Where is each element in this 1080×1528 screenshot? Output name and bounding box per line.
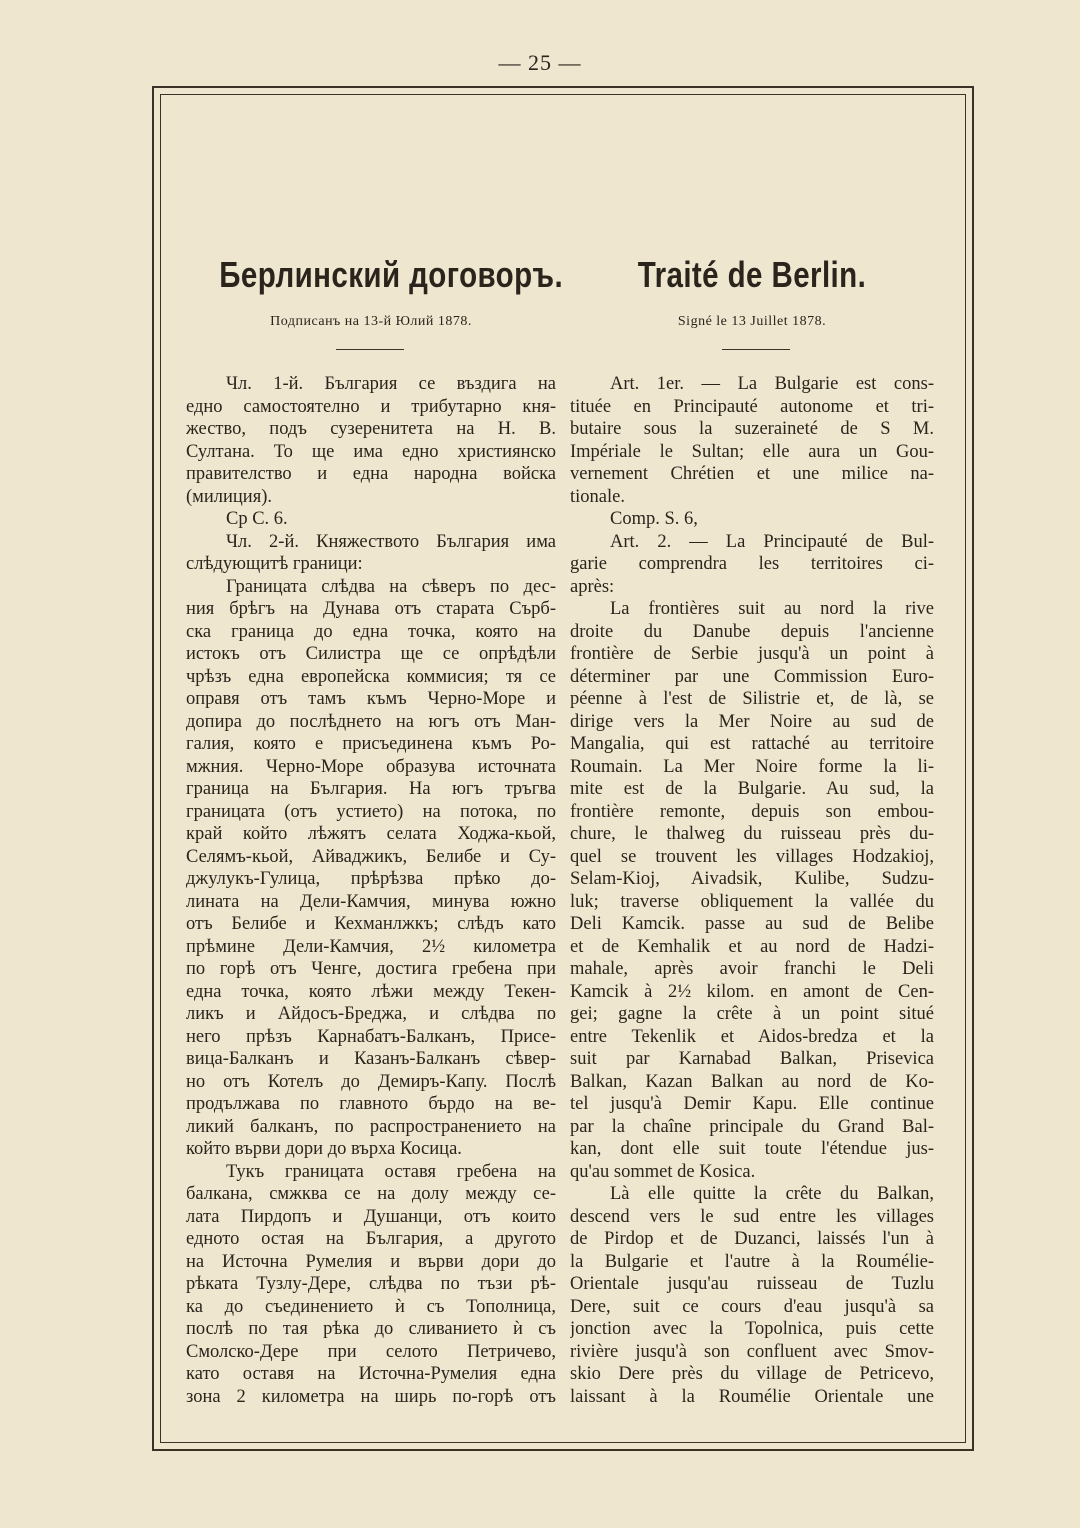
bulgarian-text-line: чрѣзъ една европейска коммисия; тя се	[186, 666, 556, 687]
french-text-line: mite est de la Bulgarie. Au sud, la	[570, 779, 934, 799]
bulgarian-text-line: послѣ по тая рѣка до сливанието ѝ съ	[186, 1319, 556, 1339]
french-text-line: vernement Chrétien et une milice na-	[570, 464, 934, 484]
french-text-line: de Pirdop et de Duzanci, laissés l'un à	[570, 1229, 934, 1249]
french-text-line: quel se trouvent les villages Hodzakioj,	[570, 846, 934, 867]
french-text-line: rivière jusqu'à son confluent avec Smov-	[570, 1341, 934, 1362]
french-text-line: droite du Danube depuis l'ancienne	[570, 621, 934, 642]
french-text-line: déterminer par une Commission Euro-	[570, 666, 934, 687]
french-text-line: Orientale jusqu'au ruisseau de Tuzlu	[570, 1274, 934, 1294]
bulgarian-text-line: граница на България. На югъ тръгва	[186, 779, 556, 799]
french-text-line: Là elle quitte la crête du Balkan,	[610, 1184, 934, 1204]
bulgarian-text-line: допира до послѣднето на югъ отъ Ман-	[186, 711, 556, 732]
bulgarian-text-line: Ср С. 6.	[226, 509, 288, 529]
french-text-line: laissant à la Roumélie Orientale une	[570, 1386, 934, 1407]
page-number: — 25 —	[498, 50, 582, 75]
bulgarian-text-line: истокъ отъ Силистра ще се опрѣдѣли	[186, 644, 556, 664]
french-title-rule	[722, 349, 790, 350]
french-text-line: frontière remonte, depuis son embou-	[570, 801, 934, 822]
french-text-line: Roumain. La Mer Noire forme la li-	[570, 756, 934, 777]
bulgarian-text-line: край който лѣжятъ селата Ходжа-кьой,	[186, 824, 556, 844]
bulgarian-text-line: прѣмине Дели-Камчия, 2½ километра	[186, 936, 556, 957]
french-text-line: et de Kemhalik et au nord de Hadzi-	[570, 936, 934, 957]
bulgarian-text-line: слѣдующитѣ граници:	[186, 554, 363, 574]
french-text-line: dirige vers la Mer Noire au sud de	[570, 711, 934, 732]
bulgarian-text-line: ска граница до една точка, която на	[186, 621, 556, 642]
bulgarian-title-rule	[336, 349, 404, 350]
french-text-line: frontière de Serbie jusqu'à un point à	[570, 644, 934, 664]
bulgarian-text-line: Смолско-Дере при селото Петричево,	[186, 1341, 556, 1362]
french-text-column	[570, 373, 934, 1408]
french-text-line: mahale, après avoir franchi le Deli	[570, 959, 934, 979]
french-text-line: Art. 2. — La Principauté de Bul-	[610, 531, 934, 552]
bulgarian-title: Берлинский договоръ.	[219, 254, 564, 295]
french-text-line: tionale.	[570, 486, 625, 507]
french-text-line: Deli Kamcik. passe au sud de Belibe	[570, 914, 934, 934]
bulgarian-text-line: галия, която е присъединена къмъ Ро-	[186, 734, 556, 754]
bulgarian-subtitle: Подписанъ на 13-й Юлий 1878.	[270, 314, 472, 329]
bulgarian-text-line: по горѣ отъ Ченге, достига гребена при	[186, 959, 556, 979]
french-text-line: péenne à l'est de Silistrie et, de là, se	[570, 689, 934, 709]
french-text-line: chure, le thalweg du ruisseau près du-	[570, 824, 934, 844]
bulgarian-text-line: ния брѣгъ на Дунава отъ старата Сърб-	[186, 599, 556, 619]
french-text-line: jonction avec la Topolnica, puis cette	[570, 1319, 934, 1339]
bulgarian-text-line: вица-Балканъ и Казанъ-Балканъ сѣвер-	[186, 1049, 556, 1069]
french-text-line: Balkan, Kazan Balkan au nord de Ko-	[570, 1071, 934, 1092]
bulgarian-text-line: който върви дори до върха Косица.	[186, 1139, 462, 1159]
bulgarian-text-line: ликъ и Айдосъ-Бреджа, и слѣдва по	[186, 1004, 556, 1024]
bulgarian-text-line: ликий балканъ, по распространението на	[186, 1116, 556, 1137]
bulgarian-text-line: едно самостоятелно и трибутарно кня-	[186, 396, 556, 417]
french-text-line: skio Dere près du village de Petricevo,	[570, 1364, 934, 1384]
french-text-line: entre Tekenlik et Aidos-bredza et la	[570, 1026, 934, 1047]
french-text-line: Art. 1er. — La Bulgarie est cons-	[610, 374, 934, 394]
bulgarian-text-line: джулукъ-Гулица, прѣрѣзва прѣко до-	[186, 869, 556, 889]
french-text-line: butaire sous la suzeraineté de S M.	[570, 419, 934, 439]
bulgarian-text-line: Султана. То ще има едно християнско	[186, 441, 556, 462]
bulgarian-text-line: Селямъ-кьой, Айваджикъ, Белибе и Су-	[186, 846, 556, 867]
french-text-line: qu'au sommet de Kosica.	[570, 1161, 756, 1182]
bulgarian-text-line: отъ Белибе и Кехманлжкъ; слѣдъ като	[186, 914, 556, 934]
french-text-line: Dere, suit ce cours d'eau jusqu'à sa	[570, 1296, 934, 1317]
bulgarian-text-line: жество, подъ сузеренитета на Н. В.	[186, 419, 556, 439]
bulgarian-text-line: мжния. Черно-Море образува источната	[186, 756, 556, 777]
bulgarian-text-line: (милиция).	[186, 486, 272, 507]
french-text-line: la Bulgarie et l'autre à la Roumélie-	[570, 1251, 934, 1272]
bulgarian-text-line: рѣката Тузлу-Дере, слѣдва по тъзи рѣ-	[186, 1274, 556, 1294]
bulgarian-text-line: балкана, смжква се на долу между се-	[186, 1184, 556, 1204]
bulgarian-text-line: оправя отъ тамъ къмъ Черно-Море и	[186, 689, 556, 709]
french-text-line: Impériale le Sultan; elle aura un Gou-	[570, 441, 934, 462]
french-text-line: luk; traverse obliquement la vallée du	[570, 891, 934, 912]
bulgarian-text-line: лата Пирдопъ и Душанци, отъ които	[186, 1206, 556, 1227]
bulgarian-text-line: но отъ Котелъ до Демиръ-Капу. Послѣ	[186, 1071, 556, 1092]
bulgarian-text-line: едното остая на България, а другото	[186, 1229, 556, 1249]
french-text-line: tel jusqu'à Demir Kapu. Elle continue	[570, 1094, 934, 1114]
bulgarian-text-line: като оставя на Источна-Румелия една	[186, 1364, 556, 1384]
french-text-line: La frontières suit au nord la rive	[610, 599, 934, 619]
french-text-line: après:	[570, 576, 615, 597]
bulgarian-text-line: зона 2 километра на ширь по-горѣ отъ	[186, 1386, 556, 1407]
bulgarian-text-line: него прѣзъ Карнабатъ-Балканъ, Присе-	[186, 1026, 556, 1047]
bulgarian-text-line: ка до съединението ѝ съ Тополница,	[186, 1296, 556, 1317]
bulgarian-text-line: правителство и една народна войска	[186, 464, 556, 484]
french-subtitle: Signé le 13 Juillet 1878.	[677, 314, 827, 329]
french-text-line: par la chaîne principale du Grand Bal-	[570, 1116, 934, 1137]
french-title: Traité de Berlin.	[637, 254, 867, 295]
french-text-line: Comp. S. 6,	[610, 509, 698, 529]
bulgarian-text-column	[186, 373, 556, 1408]
french-text-line: Selam-Kioj, Aivadsik, Kulibe, Sudzu-	[570, 869, 934, 889]
french-text-line: tituée en Principauté autonome et tri-	[570, 396, 934, 417]
bulgarian-text-line: Чл. 2-й. Княжеството България има	[226, 531, 556, 552]
bulgarian-text-line: Чл. 1-й. България се въздига на	[226, 374, 556, 394]
french-text-line: suit par Karnabad Balkan, Prisevica	[570, 1049, 934, 1069]
bulgarian-text-line: лината на Дели-Камчия, минува южно	[186, 891, 556, 912]
french-text-line: gei; gagne la crête à un point situé	[570, 1004, 934, 1024]
french-text-line: Mangalia, qui est rattaché au territoire	[570, 734, 934, 754]
bulgarian-text-line: Границата слѣдва на сѣверъ по дес-	[226, 576, 556, 597]
bulgarian-text-line: Тукъ границата оставя гребена на	[226, 1161, 556, 1182]
bulgarian-text-line: на Источна Румелия и върви дори до	[186, 1251, 556, 1272]
french-text-line: descend vers le sud entre les villages	[570, 1206, 934, 1227]
bulgarian-text-line: границата (отъ устието) на потока, по	[186, 801, 556, 822]
french-text-line: Kamcik à 2½ kilom. en amont de Cen-	[570, 981, 934, 1002]
bulgarian-text-line: една точка, която лѣжи между Текен-	[186, 981, 556, 1002]
french-text-line: kan, dont elle suit toute l'étendue jus-	[570, 1139, 934, 1159]
french-text-line: garie comprendra les territoires ci-	[570, 554, 934, 574]
bulgarian-text-line: продължава по главното бърдо на ве-	[186, 1094, 556, 1114]
